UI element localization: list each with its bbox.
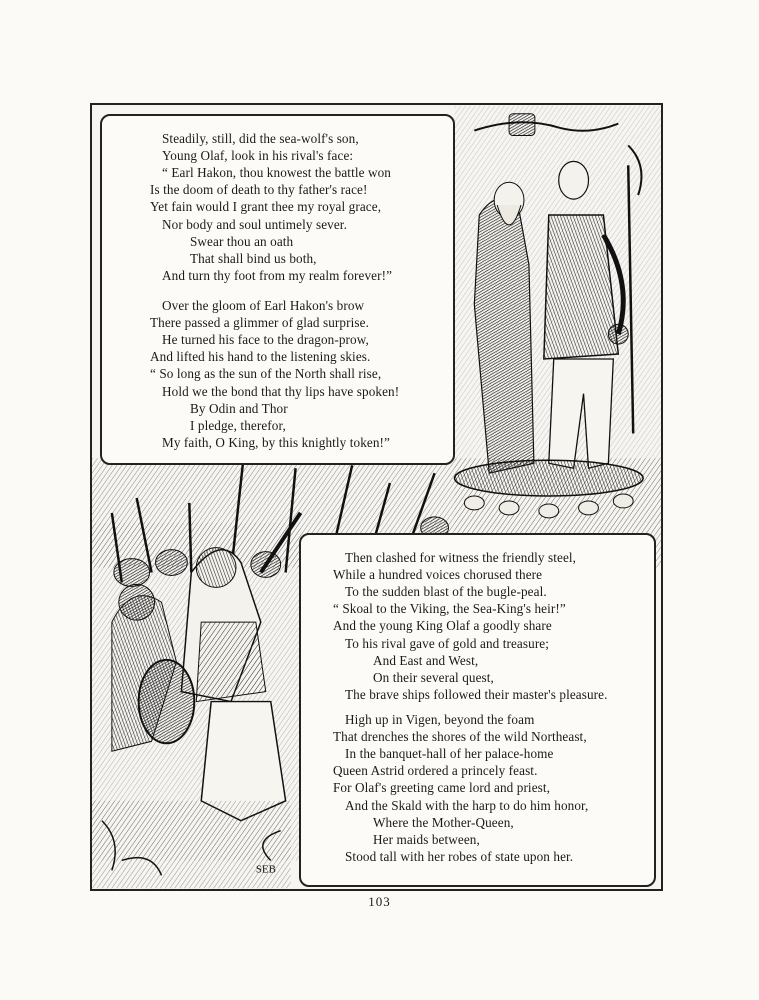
verse-line: “ So long as the sun of the North shall rise, [150, 366, 382, 382]
verse-line: On their several quest, [373, 669, 494, 685]
verse-line: And the young King Olaf a goodly share [333, 618, 552, 634]
verse-line: Over the gloom of Earl Hakon's brow [162, 298, 365, 313]
verse-line: High up in Vigen, beyond the foam [345, 712, 535, 727]
verse-line: Yet fain would I grant thee my royal grace, [150, 199, 382, 215]
verse-line: He turned his face to the dragon-prow, [162, 332, 369, 348]
verse-line: Nor body and soul untimely sever. [162, 216, 347, 232]
verse-line: The brave ships followed their master's pleasure. [345, 686, 608, 702]
verse-line: For Olaf's greeting came lord and priest, [333, 780, 551, 796]
verse-line: And turn thy foot from my realm forever!” [162, 267, 393, 283]
verse-line: Then clashed for witness the friendly steel, [345, 550, 577, 565]
verse-line: Stood tall with her robes of state upon her. [345, 848, 574, 864]
verse-line: In the banquet-hall of her palace-home [345, 746, 554, 762]
verse-line: There passed a glimmer of glad surprise. [150, 315, 369, 331]
verse-line: Swear thou an oath [190, 233, 294, 249]
upper-verse-panel [100, 114, 455, 465]
shield-platform [454, 460, 643, 496]
verse-line: Queen Astrid ordered a princely feast. [333, 763, 538, 779]
verse-line: Her maids between, [373, 831, 480, 847]
verse-line: By Odin and Thor [190, 400, 288, 416]
verse-line: To his rival gave of gold and treasure; [345, 635, 550, 651]
verse-line: While a hundred voices chorused there [333, 567, 543, 583]
verse-line: And lifted his hand to the listening skies. [150, 349, 371, 365]
lower-verse-panel [299, 533, 656, 887]
verse-line: Hold we the bond that thy lips have spoken! [162, 383, 400, 399]
verse-line: And the Skald with the harp to do him honor, [345, 797, 589, 813]
verse-line: And East and West, [373, 652, 479, 668]
verse-line: Is the doom of death to thy father's race! [150, 182, 368, 198]
verse-line: Young Olaf, look in his rival's face: [162, 148, 354, 164]
verse-line: That drenches the shores of the wild Northeast, [333, 729, 587, 745]
verse-line: My faith, O King, by this knightly token!” [162, 434, 391, 450]
verse-line: “ Skoal to the Viking, the Sea-King's heir!” [333, 601, 566, 617]
verse-line: Where the Mother-Queen, [373, 814, 514, 830]
page-number: 103 [368, 894, 391, 909]
verse-line: “ Earl Hakon, thou knowest the battle won [162, 165, 391, 181]
verse-line: That shall bind us both, [190, 250, 317, 266]
artist-monogram: SEB [255, 863, 276, 876]
verse-line: I pledge, therefor, [190, 417, 286, 433]
illustrated-page-frame [90, 103, 663, 891]
verse-line: To the sudden blast of the bugle-peal. [345, 584, 547, 600]
verse-line: Steadily, still, did the sea-wolf's son, [162, 131, 359, 146]
